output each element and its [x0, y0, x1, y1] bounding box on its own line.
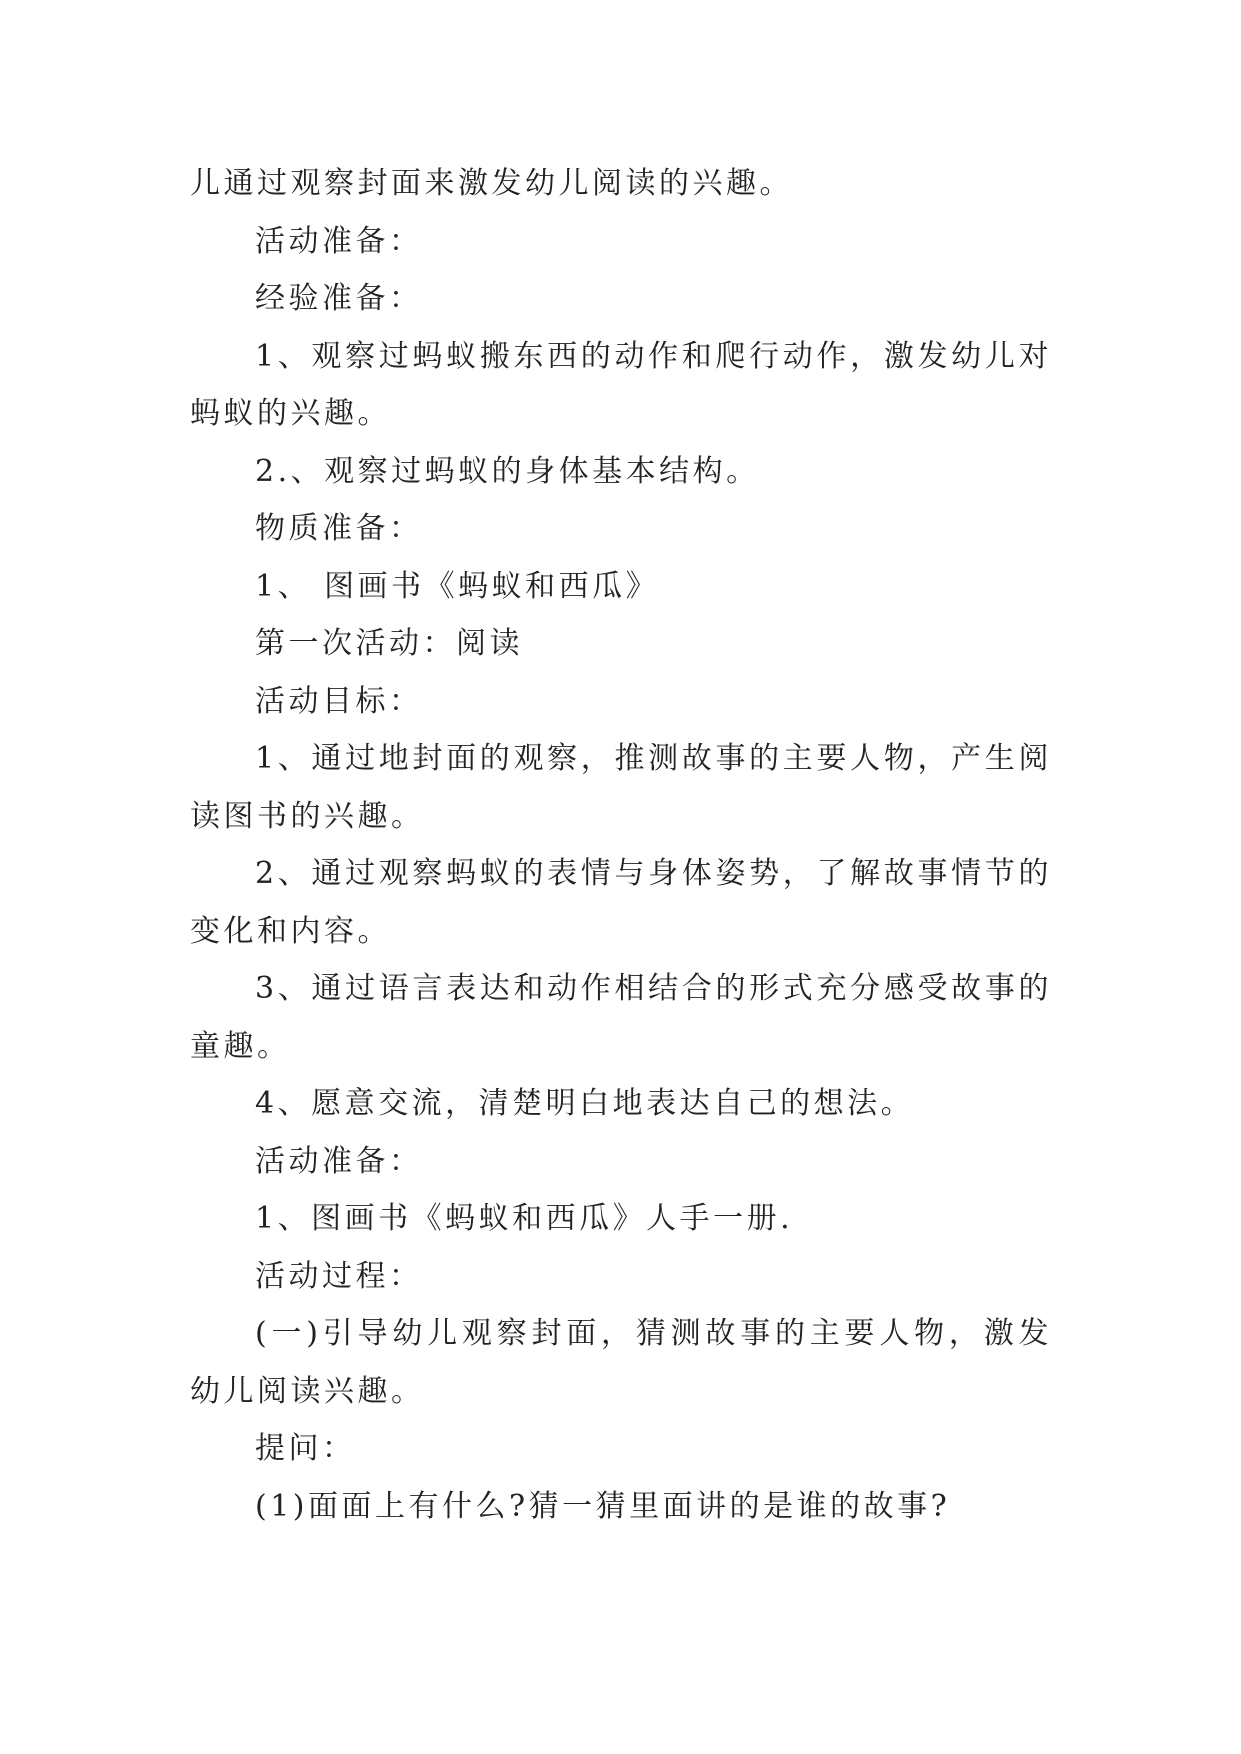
- list-item-goal-3: 3、通过语言表达和动作相结合的形式充分感受故事的童趣。: [190, 971, 1052, 1064]
- heading-activity-preparation: 活动准备：: [255, 223, 423, 259]
- process-step-1: (一)引导幼儿观察封面，猜测故事的主要人物，激发幼儿阅读兴趣。: [190, 1316, 1052, 1409]
- heading-activity-preparation-2: 活动准备：: [255, 1143, 423, 1179]
- heading-questions: 提问：: [255, 1431, 356, 1466]
- list-item-experience-2: 2.、观察过蚂蚁的身体基本结构。: [255, 453, 760, 489]
- list-item-goal-1: 1、通过地封面的观察，推测故事的主要人物，产生阅读图书的兴趣。: [190, 741, 1052, 834]
- list-item-material-1: 1、 图画书《蚂蚁和西瓜》: [255, 568, 660, 604]
- document-body: [190, 155, 1052, 1535]
- question-1: (1)面面上有什么?猜一猜里面讲的是谁的故事?: [255, 1488, 951, 1524]
- list-item-goal-2: 2、通过观察蚂蚁的表情与身体姿势，了解故事情节的变化和内容。: [190, 856, 1052, 949]
- list-item-preparation-1: 1、图画书《蚂蚁和西瓜》人手一册.: [255, 1201, 794, 1236]
- heading-experience-preparation: 经验准备：: [255, 281, 423, 316]
- list-item-experience-1: 1、观察过蚂蚁搬东西的动作和爬行动作，激发幼儿对蚂蚁的兴趣。: [190, 338, 1052, 431]
- paragraph-intro-continuation: 儿通过观察封面来激发幼儿阅读的兴趣。: [190, 166, 793, 201]
- heading-activity-process: 活动过程：: [255, 1258, 423, 1294]
- heading-activity-goals: 活动目标：: [255, 683, 423, 719]
- list-item-goal-4: 4、愿意交流，清楚明白地表达自己的想法。: [255, 1086, 915, 1121]
- heading-material-preparation: 物质准备：: [255, 511, 423, 546]
- heading-first-activity: 第一次活动：阅读: [255, 626, 523, 661]
